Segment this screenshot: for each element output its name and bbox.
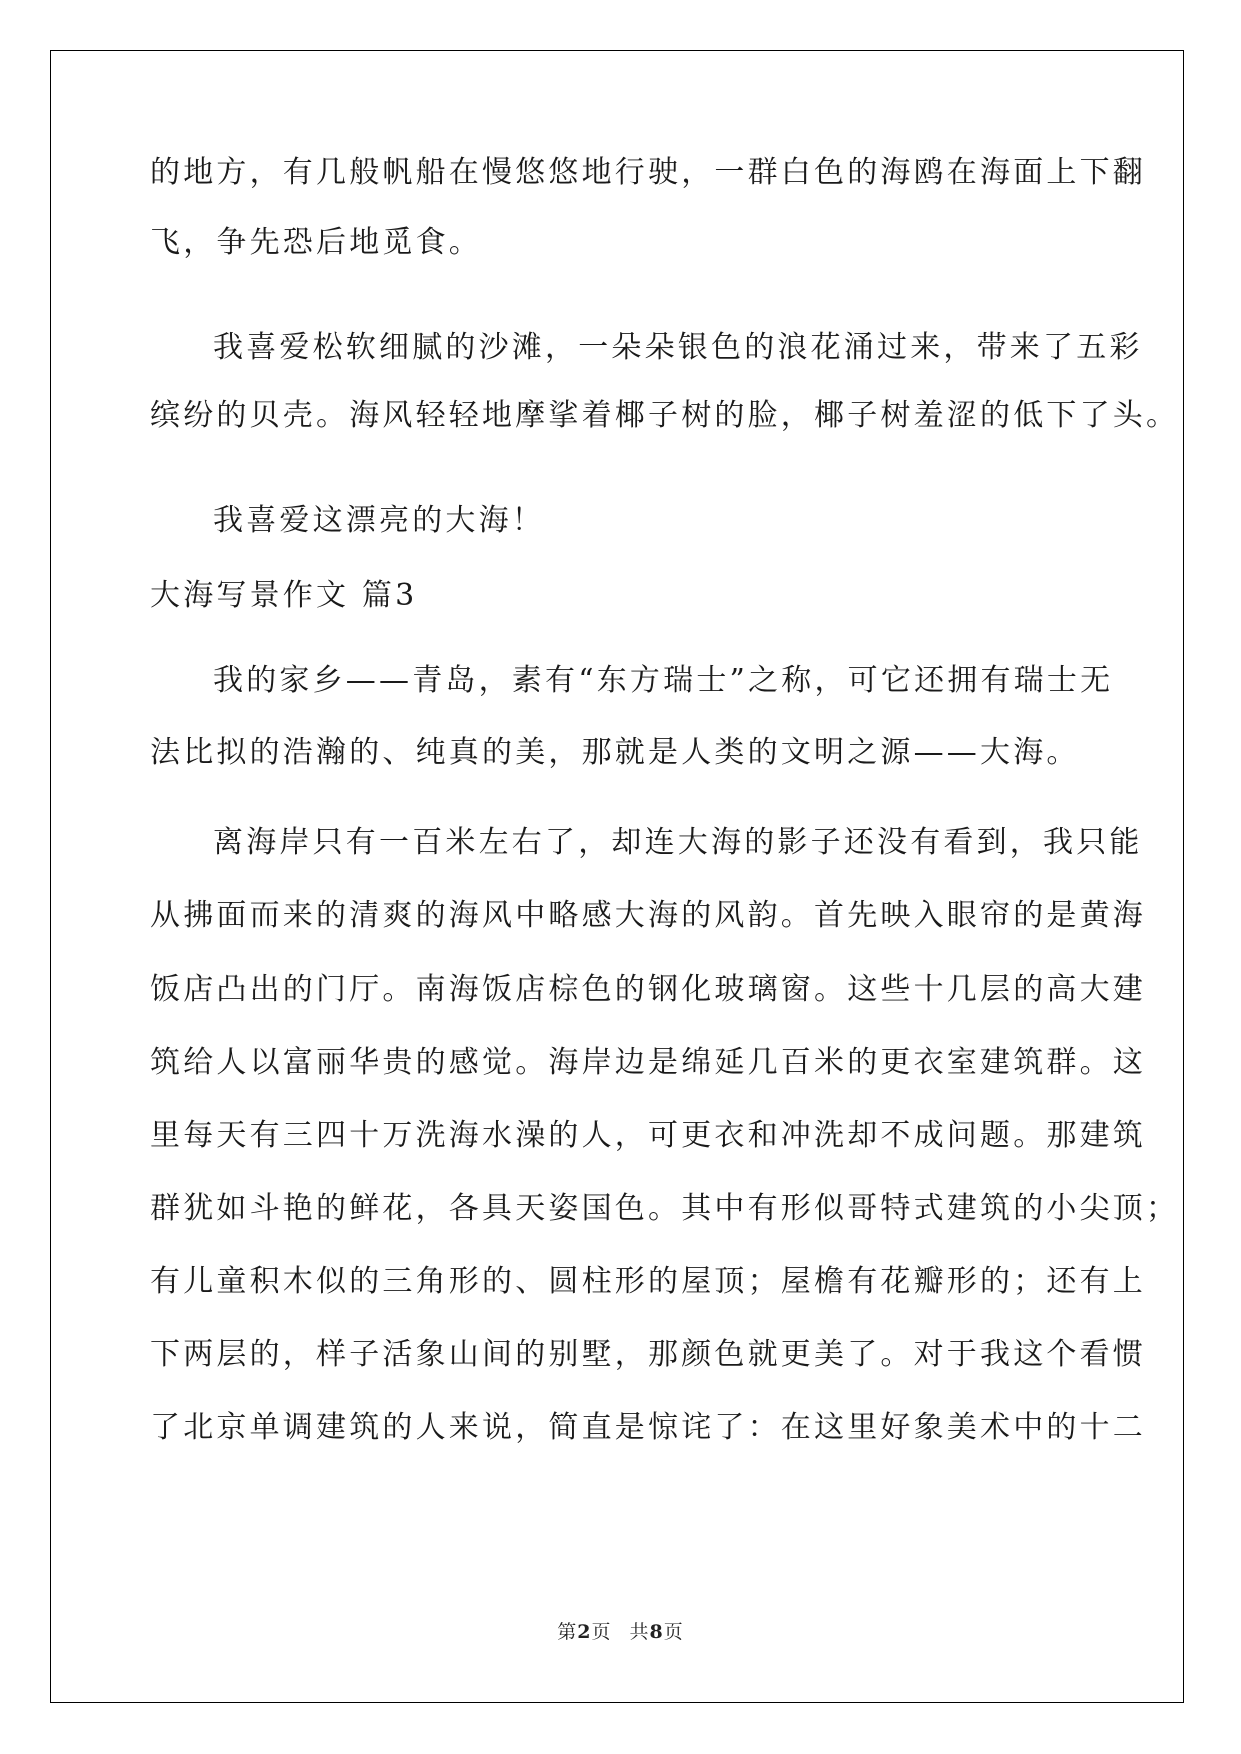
page-footer: [0, 1620, 1241, 1644]
text-line: 飞，争先恐后地觅食。: [150, 225, 482, 260]
text-line: 筑给人以富丽华贵的感觉。海岸边是绵延几百米的更衣室建筑群。这: [150, 1045, 1146, 1080]
text-line: 从拂面而来的清爽的海风中略感大海的风韵。首先映入眼帘的是黄海: [150, 898, 1146, 933]
text-line: 了北京单调建筑的人来说，简直是惊诧了：在这里好象美术中的十二: [150, 1410, 1146, 1445]
total-label-suffix: 页: [663, 1621, 684, 1643]
text-line: 缤纷的贝壳。海风轻轻地摩挲着椰子树的脸，椰子树羞涩的低下了头。: [150, 398, 1180, 433]
total-page-count: 8: [649, 1621, 664, 1643]
text-line: 的地方，有几般帆船在慢悠悠地行驶，一群白色的海鸥在海面上下翻: [150, 155, 1146, 190]
text-line: 法比拟的浩瀚的、纯真的美，那就是人类的文明之源——大海。: [150, 735, 1080, 770]
current-page-number: 2: [577, 1621, 592, 1643]
text-line: 下两层的，样子活象山间的别墅，那颜色就更美了。对于我这个看惯: [150, 1337, 1146, 1372]
text-line: 离海岸只有一百米左右了，却连大海的影子还没有看到，我只能: [213, 825, 1143, 860]
page-label-prefix: 第: [557, 1621, 578, 1643]
section-heading: 大海写景作文 篇3: [150, 578, 418, 613]
text-line: 我喜爱松软细腻的沙滩，一朵朵银色的浪花涌过来，带来了五彩: [213, 330, 1143, 365]
text-line: 有儿童积木似的三角形的、圆柱形的屋顶；屋檐有花瓣形的；还有上: [150, 1264, 1146, 1299]
text-line: 我的家乡——青岛，素有“东方瑞士”之称，可它还拥有瑞士无: [213, 663, 1114, 698]
total-label-prefix: 共: [629, 1621, 650, 1643]
text-line: 我喜爱这漂亮的大海！: [213, 503, 545, 538]
text-line: 里每天有三四十万洗海水澡的人，可更衣和冲洗却不成问题。那建筑: [150, 1118, 1146, 1153]
text-line: 饭店凸出的门厅。南海饭店棕色的钢化玻璃窗。这些十几层的高大建: [150, 972, 1146, 1007]
page-border: [50, 50, 1184, 1703]
page-label-suffix: 页: [591, 1621, 612, 1643]
text-line: 群犹如斗艳的鲜花，各具天姿国色。其中有形似哥特式建筑的小尖顶；: [150, 1191, 1180, 1226]
